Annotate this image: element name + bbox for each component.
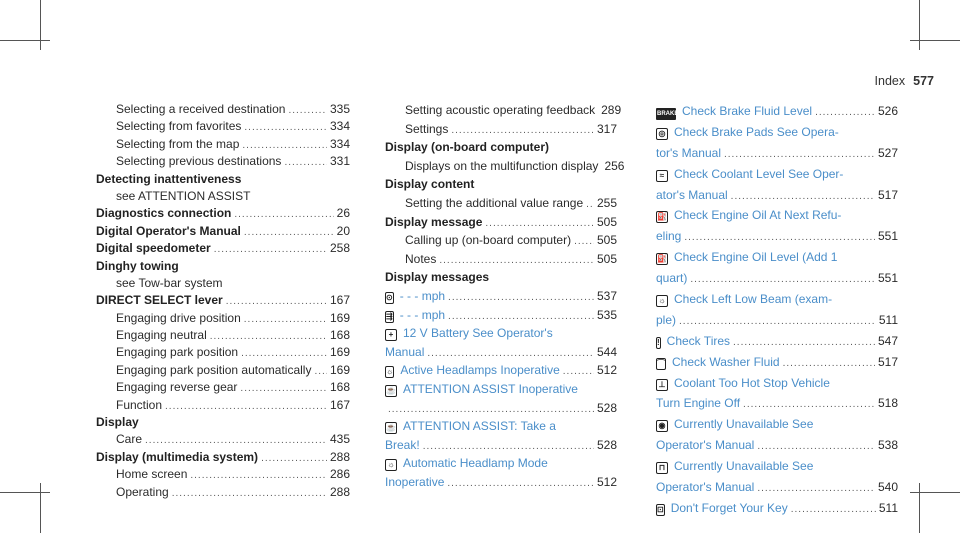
entry-text: Engaging neutral [116,328,207,343]
entry-text: ator's Manual [656,187,728,202]
index-entry[interactable] [385,101,622,120]
entry-text: Home screen [116,467,188,482]
entry-page[interactable]: 526 [877,104,898,118]
index-entry[interactable] [656,477,898,498]
leader-dots [757,437,875,458]
entry-page[interactable]: 435 [329,432,350,447]
oil-can-icon: ⛽ [657,254,667,264]
entry-page[interactable]: 258 [329,241,350,256]
index-entry[interactable] [385,287,617,306]
seat-icon: ⊓ [656,462,668,474]
index-entry[interactable] [96,327,350,344]
entry-page[interactable]: 505 [596,233,617,248]
index-column-2 [385,101,625,491]
index-entry [385,417,617,436]
entry-page[interactable]: 551 [877,271,898,286]
leader-dots [448,289,594,308]
index-entry [96,258,350,275]
entry-text: quart) [656,271,688,286]
leader-dots [210,328,327,345]
entry-text: 12 V Battery See Operator's [403,326,553,341]
entry-page[interactable]: 286 [329,467,350,482]
entry-text: Selecting a received destination [116,102,286,116]
crop-mark [919,483,920,533]
entry-text: Automatic Headlamp Mode [403,456,548,471]
leader-dots [240,380,327,397]
index-entry[interactable] [96,240,350,257]
entry-text: Digital speedometer [96,241,211,256]
entry-text: see ATTENTION ASSIST [116,188,251,203]
coolant-level-icon: ≈ [656,170,668,182]
distance-assist-icon: ⇶ [386,311,393,321]
leader-dots [757,479,875,500]
cruise-control-icon: ⊙ [386,292,393,302]
entry-text: Diagnostics connection [96,206,232,221]
crop-mark [0,492,50,493]
index-entry [656,122,898,143]
entry-page[interactable]: 511 [878,312,898,327]
tire-icon: ! [657,337,660,347]
leader-dots [284,154,327,171]
index-entry[interactable] [385,157,625,176]
coolant-temp-icon: ⊥ [656,379,668,391]
entry-page[interactable]: 334 [329,136,350,151]
entry-page[interactable]: 538 [877,438,898,453]
index-entry [656,456,898,477]
entry-text: Active Headlamps Inoperative [400,363,560,378]
entry-text: Check Washer Fluid [672,354,780,369]
index-entry[interactable] [656,393,898,414]
entry-text: Care [116,432,143,447]
index-label: Index [874,74,906,88]
index-entry[interactable] [385,213,617,232]
index-entry[interactable] [96,136,350,153]
index-entry[interactable] [385,473,617,492]
entry-text: Display (multimedia system) [96,449,259,464]
leader-dots [733,333,875,354]
entry-text: Detecting inattentiveness [96,171,242,186]
entry-text: Coolant Too Hot Stop Vehicle [674,375,830,390]
page-header [875,74,934,88]
index-entry [385,268,617,287]
leader-dots [244,119,327,136]
entry-page[interactable]: 551 [877,229,898,244]
leader-dots [684,228,875,249]
leader-dots [783,354,875,375]
entry-page[interactable]: 334 [329,119,350,134]
index-entry[interactable] [656,498,898,519]
entry-text: Calling up (on-board computer) [405,233,572,248]
index-entry [96,171,350,188]
attention-assist-icon: ☕ [386,423,396,433]
entry-page[interactable]: 518 [877,396,898,411]
leader-dots [234,206,333,223]
entry-text: Display messages [385,270,490,285]
leader-dots [743,395,875,416]
entry-page[interactable]: 512 [596,474,617,489]
leader-dots [226,293,327,310]
brake-icon: BRAKE [656,108,676,120]
entry-page[interactable]: 20 [336,223,350,238]
entry-text: Selecting from the map [116,136,240,151]
leader-dots [165,398,327,415]
entry-text: - - - mph [399,307,446,322]
low-beam-icon: ☼ [656,295,668,307]
entry-text: Engaging reverse gear [116,380,238,395]
entry-page[interactable]: 535 [596,307,617,322]
index-entry[interactable] [96,310,350,327]
index-entry [385,175,617,194]
index-entry [656,205,898,226]
index-entry[interactable] [96,431,350,448]
entry-text: Manual [385,344,425,359]
index-entry[interactable] [656,352,898,373]
leader-dots [731,187,875,208]
entry-text: Operator's Manual [656,438,755,453]
index-entry[interactable] [385,399,617,418]
leader-dots [241,345,327,362]
entry-page[interactable]: 505 [596,251,617,266]
entry-text: Selecting from favorites [116,119,242,134]
index-entry[interactable] [656,143,898,164]
index-entry[interactable] [656,331,898,352]
entry-text: tor's Manual [656,145,721,160]
index-entry [656,164,898,185]
index-entry[interactable] [385,306,617,325]
unavailable-icon: ◉ [656,420,668,432]
index-entry[interactable] [96,466,350,483]
entry-page[interactable]: 167 [329,397,350,412]
entry-text: Engaging park position [116,345,239,360]
entry-text: Check Left Low Beam (exam- [674,292,833,307]
index-entry [656,373,898,394]
leader-dots [261,450,327,467]
index-entry[interactable] [96,292,350,309]
entry-page[interactable]: 540 [877,480,898,495]
entry-page[interactable]: 169 [329,345,350,360]
index-entry[interactable] [96,153,350,170]
leader-dots [244,224,334,241]
entry-page[interactable]: 517 [877,354,898,369]
index-column-3 [656,101,898,519]
entry-page[interactable]: 26 [336,206,350,221]
index-entry[interactable] [656,226,898,247]
entry-text: Check Brake Pads See Opera- [674,124,839,139]
index-entry[interactable] [656,435,898,456]
entry-page[interactable]: 167 [329,293,350,308]
leader-dots [447,475,594,494]
entry-text: Currently Unavailable See [674,417,814,432]
entry-text: Operator's Manual [656,480,755,495]
index-entry[interactable] [96,397,350,414]
index-entry[interactable] [96,101,350,118]
entry-page[interactable]: 331 [329,154,350,169]
entry-text: ple) [656,312,677,327]
entry-page[interactable]: 547 [877,333,898,348]
entry-text: DIRECT SELECT lever [96,293,223,308]
key-icon: ⊡ [657,504,664,514]
page-number: 577 [913,74,934,88]
index-entry[interactable] [385,231,617,250]
leader-dots [690,270,875,291]
index-entry [385,138,617,157]
entry-text: Check Brake Fluid Level [682,104,813,118]
entry-text: Inoperative [385,474,445,489]
headlamp-icon: ☼ [385,459,397,471]
entry-page[interactable]: 317 [596,121,617,136]
leader-dots [724,145,875,166]
entry-text: Digital Operator's Manual [96,223,241,238]
index-entry[interactable] [656,310,898,331]
index-entry[interactable] [385,361,617,380]
entry-text: Display message [385,214,483,229]
leader-dots [244,311,327,328]
index-entry [96,414,350,431]
entry-text: Don't Forget Your Key [670,500,788,515]
leader-dots [145,432,327,449]
entry-page[interactable]: 169 [329,362,350,377]
index-entry [96,188,350,205]
index-entry[interactable] [96,362,350,379]
entry-text: Settings [405,121,449,136]
index-entry[interactable] [96,344,350,361]
entry-text: Dinghy towing [96,258,179,273]
index-entry [656,289,898,310]
entry-page[interactable]: 168 [329,328,350,343]
leader-dots [242,137,327,154]
attention-assist-icon: ☕ [386,385,396,395]
entry-page[interactable]: 528 [596,400,617,415]
entry-page[interactable]: 169 [329,310,350,325]
index-entry[interactable] [656,101,898,122]
index-entry[interactable] [385,343,617,362]
index-entry[interactable] [385,194,617,213]
entry-text: Engaging park position automatically [116,362,312,377]
battery-icon: + [385,329,397,341]
entry-page[interactable]: 511 [878,500,898,515]
entry-page[interactable]: 527 [877,145,898,160]
index-entry [385,324,617,343]
index-entry[interactable] [96,379,350,396]
entry-page[interactable]: 288 [329,449,350,464]
entry-text: see Tow-bar system [116,275,223,290]
index-entry[interactable] [96,118,350,135]
index-entry[interactable] [385,250,617,269]
leader-dots [574,233,594,252]
crop-mark [40,483,41,533]
index-entry [96,275,350,292]
entry-page[interactable]: 256 [604,158,625,173]
crop-mark [910,40,960,41]
leader-dots [214,241,327,258]
leader-dots [679,312,876,333]
crop-mark [40,0,41,50]
entry-text: - - - mph [399,288,446,303]
entry-page[interactable]: 289 [601,103,622,117]
entry-text: Notes [405,251,437,266]
leader-dots [815,103,875,124]
entry-text: Currently Unavailable See [674,459,814,474]
entry-text: Check Engine Oil Level (Add 1 [674,250,838,265]
entry-text: eling [656,229,682,244]
entry-text: ATTENTION ASSIST: Take a [403,419,556,434]
leader-dots [288,102,327,119]
entry-text: Setting acoustic operating feedback [405,103,596,117]
entry-page[interactable]: 168 [329,380,350,395]
entry-text: Display [96,415,139,430]
index-entry[interactable] [385,120,617,139]
crop-mark [0,40,50,41]
index-entry[interactable] [656,185,898,206]
entry-text: Break! [385,437,420,452]
entry-page[interactable]: 512 [596,363,617,378]
index-column-1 [96,101,350,501]
entry-text: ATTENTION ASSIST Inoperative [403,381,578,396]
index-entry[interactable] [385,436,617,455]
entry-page[interactable]: 544 [596,344,617,359]
washer-fluid-icon: ⌒ [657,358,665,368]
crop-mark [919,0,920,50]
leader-dots [172,485,327,502]
entry-text: Operating [116,484,169,499]
entry-page[interactable]: 288 [329,484,350,499]
headlamp-icon: ☼ [386,367,394,377]
entry-text: Check Engine Oil At Next Refu- [674,208,842,223]
leader-dots [586,196,594,215]
entry-text: Turn Engine Off [656,396,741,411]
entry-text: Display (on-board computer) [385,140,550,155]
leader-dots [314,363,327,380]
index-entry[interactable] [96,205,350,222]
index-entry [656,414,898,435]
index-entry [656,247,898,268]
entry-text: Check Tires [666,333,731,348]
entry-text: Check Coolant Level See Oper- [674,166,844,181]
entry-text: Selecting previous destinations [116,154,282,169]
index-entry[interactable] [96,484,350,501]
index-entry[interactable] [656,268,898,289]
entry-text: Setting the additional value range [405,195,584,210]
crop-mark [910,492,960,493]
entry-page[interactable]: 537 [596,288,617,303]
entry-text: Display content [385,177,475,192]
index-entry [385,380,617,399]
entry-page[interactable]: 255 [596,195,617,210]
index-entry[interactable] [96,223,350,240]
entry-text: Displays on the multifunction display [405,158,599,173]
leader-dots [791,500,876,521]
entry-page[interactable]: 528 [596,437,617,452]
entry-text: Engaging drive position [116,310,241,325]
oil-can-icon: ⛽ [657,212,667,222]
entry-page[interactable]: 517 [877,187,898,202]
entry-page[interactable]: 335 [329,102,350,116]
leader-dots [190,467,327,484]
index-entry [385,454,617,473]
entry-text: Function [116,397,163,412]
brake-pads-icon: ◎ [656,128,668,140]
index-entry[interactable] [96,449,350,466]
entry-page[interactable]: 505 [596,214,617,229]
